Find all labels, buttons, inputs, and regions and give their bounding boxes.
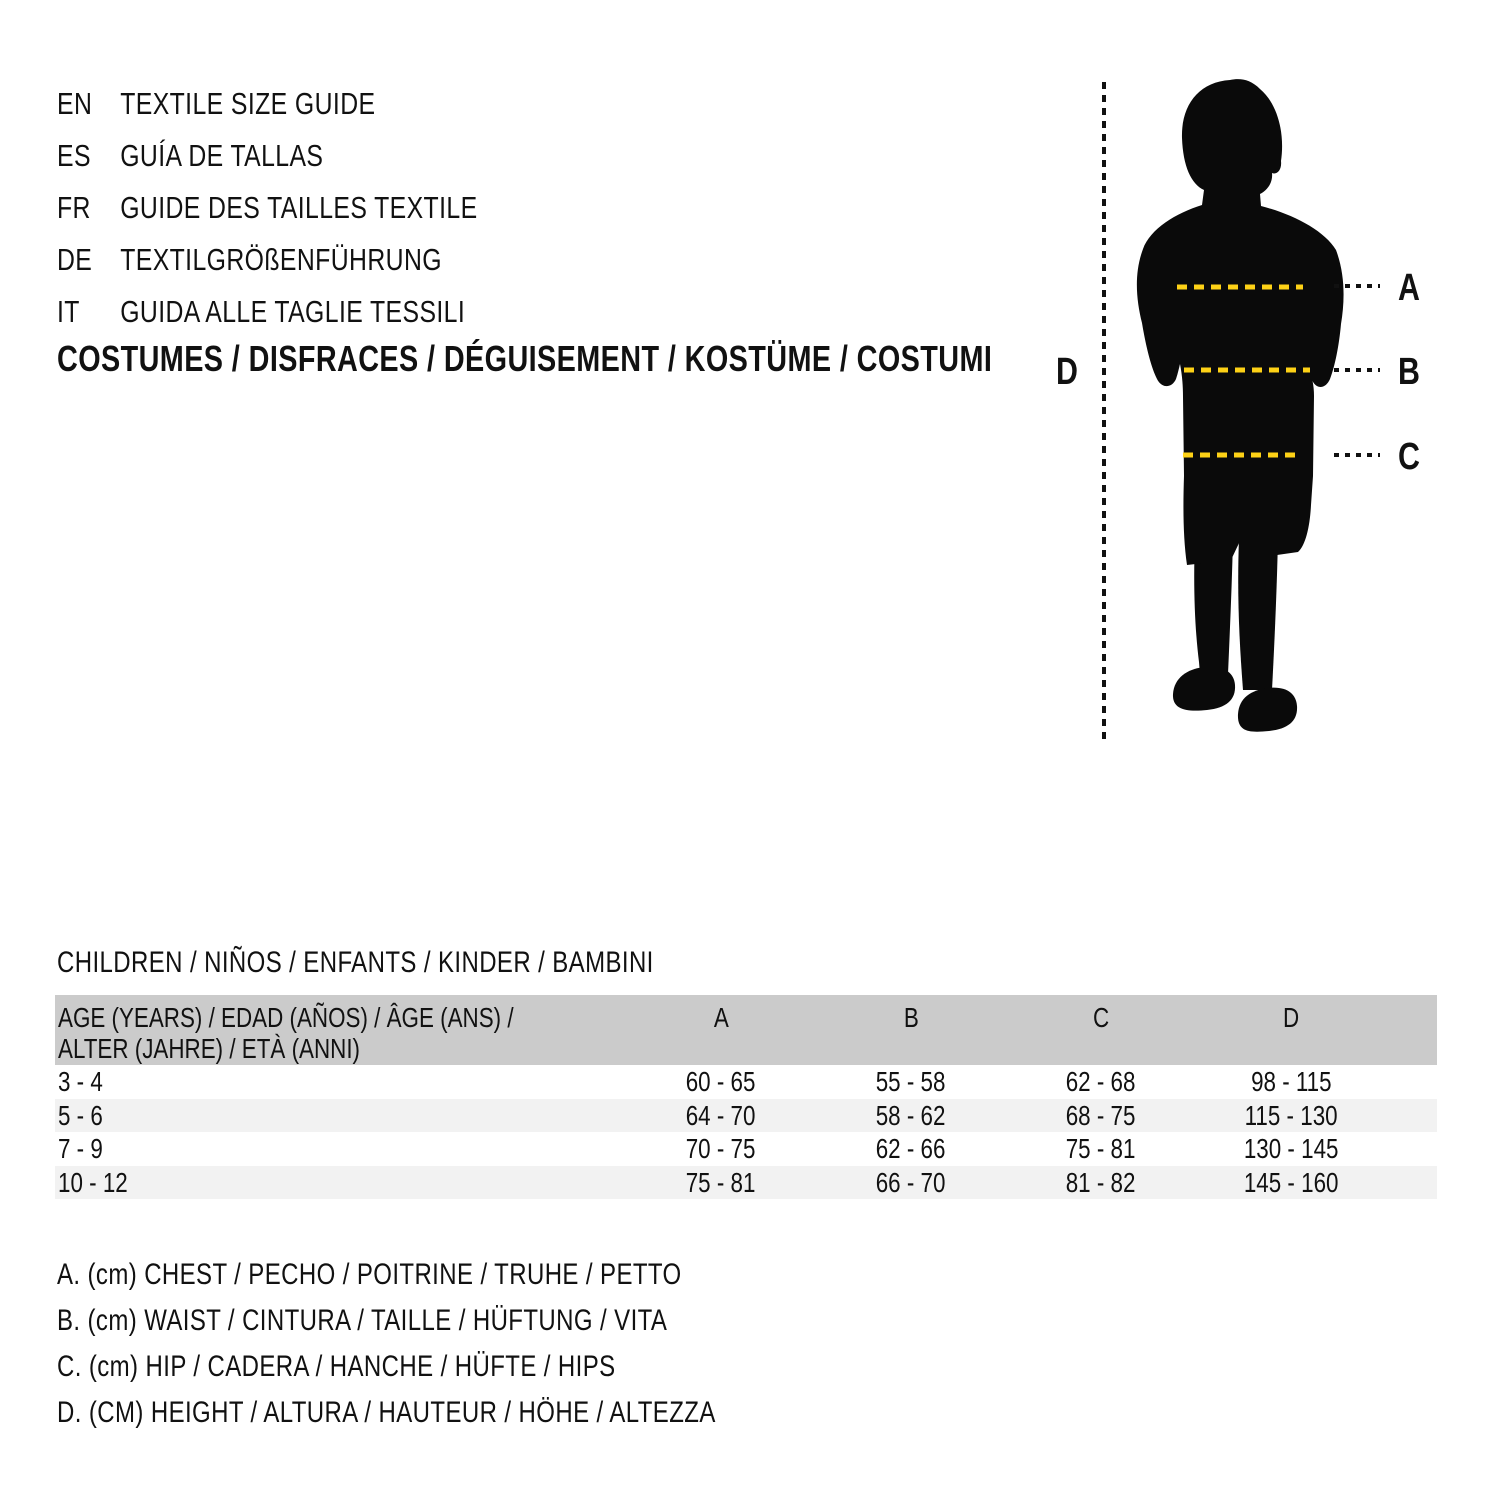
hip-connector-line [1334, 453, 1380, 457]
category-title [57, 338, 1226, 380]
hip-value-cell: 68 - 75 [1066, 1099, 1136, 1131]
language-code: IT [57, 294, 80, 329]
language-code: FR [57, 190, 91, 225]
child-body-shape [1137, 79, 1344, 565]
table-row [55, 1166, 1437, 1200]
column-header-d: D [1282, 1002, 1300, 1033]
language-title: GUIDE DES TAILLES TEXTILE [120, 190, 478, 225]
filler-cell [1386, 1166, 1437, 1200]
height-value-cell: 115 - 130 [1244, 1099, 1338, 1131]
height-dashed-line [1102, 82, 1106, 740]
language-code: EN [57, 86, 93, 121]
age-cell: 3 - 4 [58, 1066, 103, 1097]
language-row-en [57, 78, 583, 130]
language-title: GUÍA DE TALLAS [120, 138, 324, 173]
hip-value-cell: 81 - 82 [1066, 1166, 1136, 1198]
language-title: TEXTILGRÖßENFÜHRUNG [120, 242, 442, 277]
hip-value-cell: 75 - 81 [1066, 1133, 1136, 1164]
hip-label: C [1398, 436, 1420, 478]
table-row [55, 1132, 1437, 1166]
height-value-cell: 98 - 115 [1250, 1066, 1332, 1097]
child-legs-shape [1238, 538, 1278, 690]
chest-value-cell: 64 - 70 [686, 1099, 756, 1131]
filler-cell [1386, 1065, 1437, 1099]
hip-value-cell: 62 - 68 [1066, 1066, 1136, 1097]
age-cell: 7 - 9 [58, 1133, 103, 1164]
column-header-a: A [713, 1002, 729, 1033]
chest-connector-line [1334, 284, 1380, 288]
waist-label: B [1398, 351, 1420, 393]
language-title: GUIDA ALLE TAGLIE TESSILI [120, 294, 466, 329]
legend-line-height: D. (CM) HEIGHT / ALTURA / HAUTEUR / HÖHE / ALTEZZA [57, 1396, 716, 1429]
language-row-it [57, 286, 583, 338]
language-row-de [57, 234, 583, 286]
table-row [55, 1099, 1437, 1133]
age-header-line2: ALTER (JAHRE) / ETÀ (ANNI) [58, 1033, 361, 1064]
age-cell: 10 - 12 [58, 1166, 128, 1198]
waist-connector-line [1334, 368, 1380, 372]
chest-value-cell: 75 - 81 [686, 1166, 756, 1198]
legend-line-waist: B. (cm) WAIST / CINTURA / TAILLE / HÜFTUNG / VITA [57, 1304, 668, 1337]
children-heading-text: CHILDREN / NIÑOS / ENFANTS / KINDER / BAMBINI [57, 946, 654, 979]
table-row [55, 1065, 1437, 1099]
filler-cell [1386, 1099, 1437, 1133]
chest-label: A [1398, 267, 1420, 309]
age-header-cell [55, 995, 626, 1065]
language-row-es [57, 130, 583, 182]
child-shoe-right [1238, 688, 1297, 732]
legend-line-chest: A. (cm) CHEST / PECHO / POITRINE / TRUHE / PETTO [57, 1258, 682, 1291]
header-filler-cell [1386, 995, 1437, 1065]
language-row-fr [57, 182, 583, 234]
waist-value-cell: 62 - 66 [876, 1133, 946, 1164]
legend-line-hip: C. (cm) HIP / CADERA / HANCHE / HÜFTE / HIPS [57, 1350, 616, 1383]
language-title-list [57, 78, 583, 338]
age-cell: 5 - 6 [58, 1099, 103, 1131]
height-value-cell: 145 - 160 [1243, 1166, 1339, 1198]
height-value-cell: 130 - 145 [1243, 1133, 1339, 1164]
waist-value-cell: 66 - 70 [876, 1166, 946, 1198]
measurement-legend [57, 1252, 880, 1436]
language-code: DE [57, 242, 93, 277]
waist-value-cell: 55 - 58 [876, 1066, 946, 1097]
column-header-b: B [903, 1002, 919, 1033]
filler-cell [1386, 1132, 1437, 1166]
children-section-heading [57, 946, 803, 980]
language-title: TEXTILE SIZE GUIDE [120, 86, 376, 121]
category-title-text: COSTUMES / DISFRACES / DÉGUISEMENT / KOSTÜME / COSTUMI [57, 338, 993, 379]
chest-value-cell: 60 - 65 [686, 1066, 756, 1097]
language-code: ES [57, 138, 91, 173]
size-table [55, 995, 1437, 1199]
waist-value-cell: 58 - 62 [876, 1099, 946, 1131]
chest-value-cell: 70 - 75 [686, 1133, 756, 1164]
child-shoe-left [1173, 667, 1235, 711]
height-label: D [1056, 351, 1078, 393]
column-header-c: C [1092, 1002, 1110, 1033]
age-header-line1: AGE (YEARS) / EDAD (AÑOS) / ÂGE (ANS) / [58, 1002, 514, 1033]
table-header-row [55, 995, 1437, 1065]
child-silhouette-figure [1128, 78, 1368, 740]
